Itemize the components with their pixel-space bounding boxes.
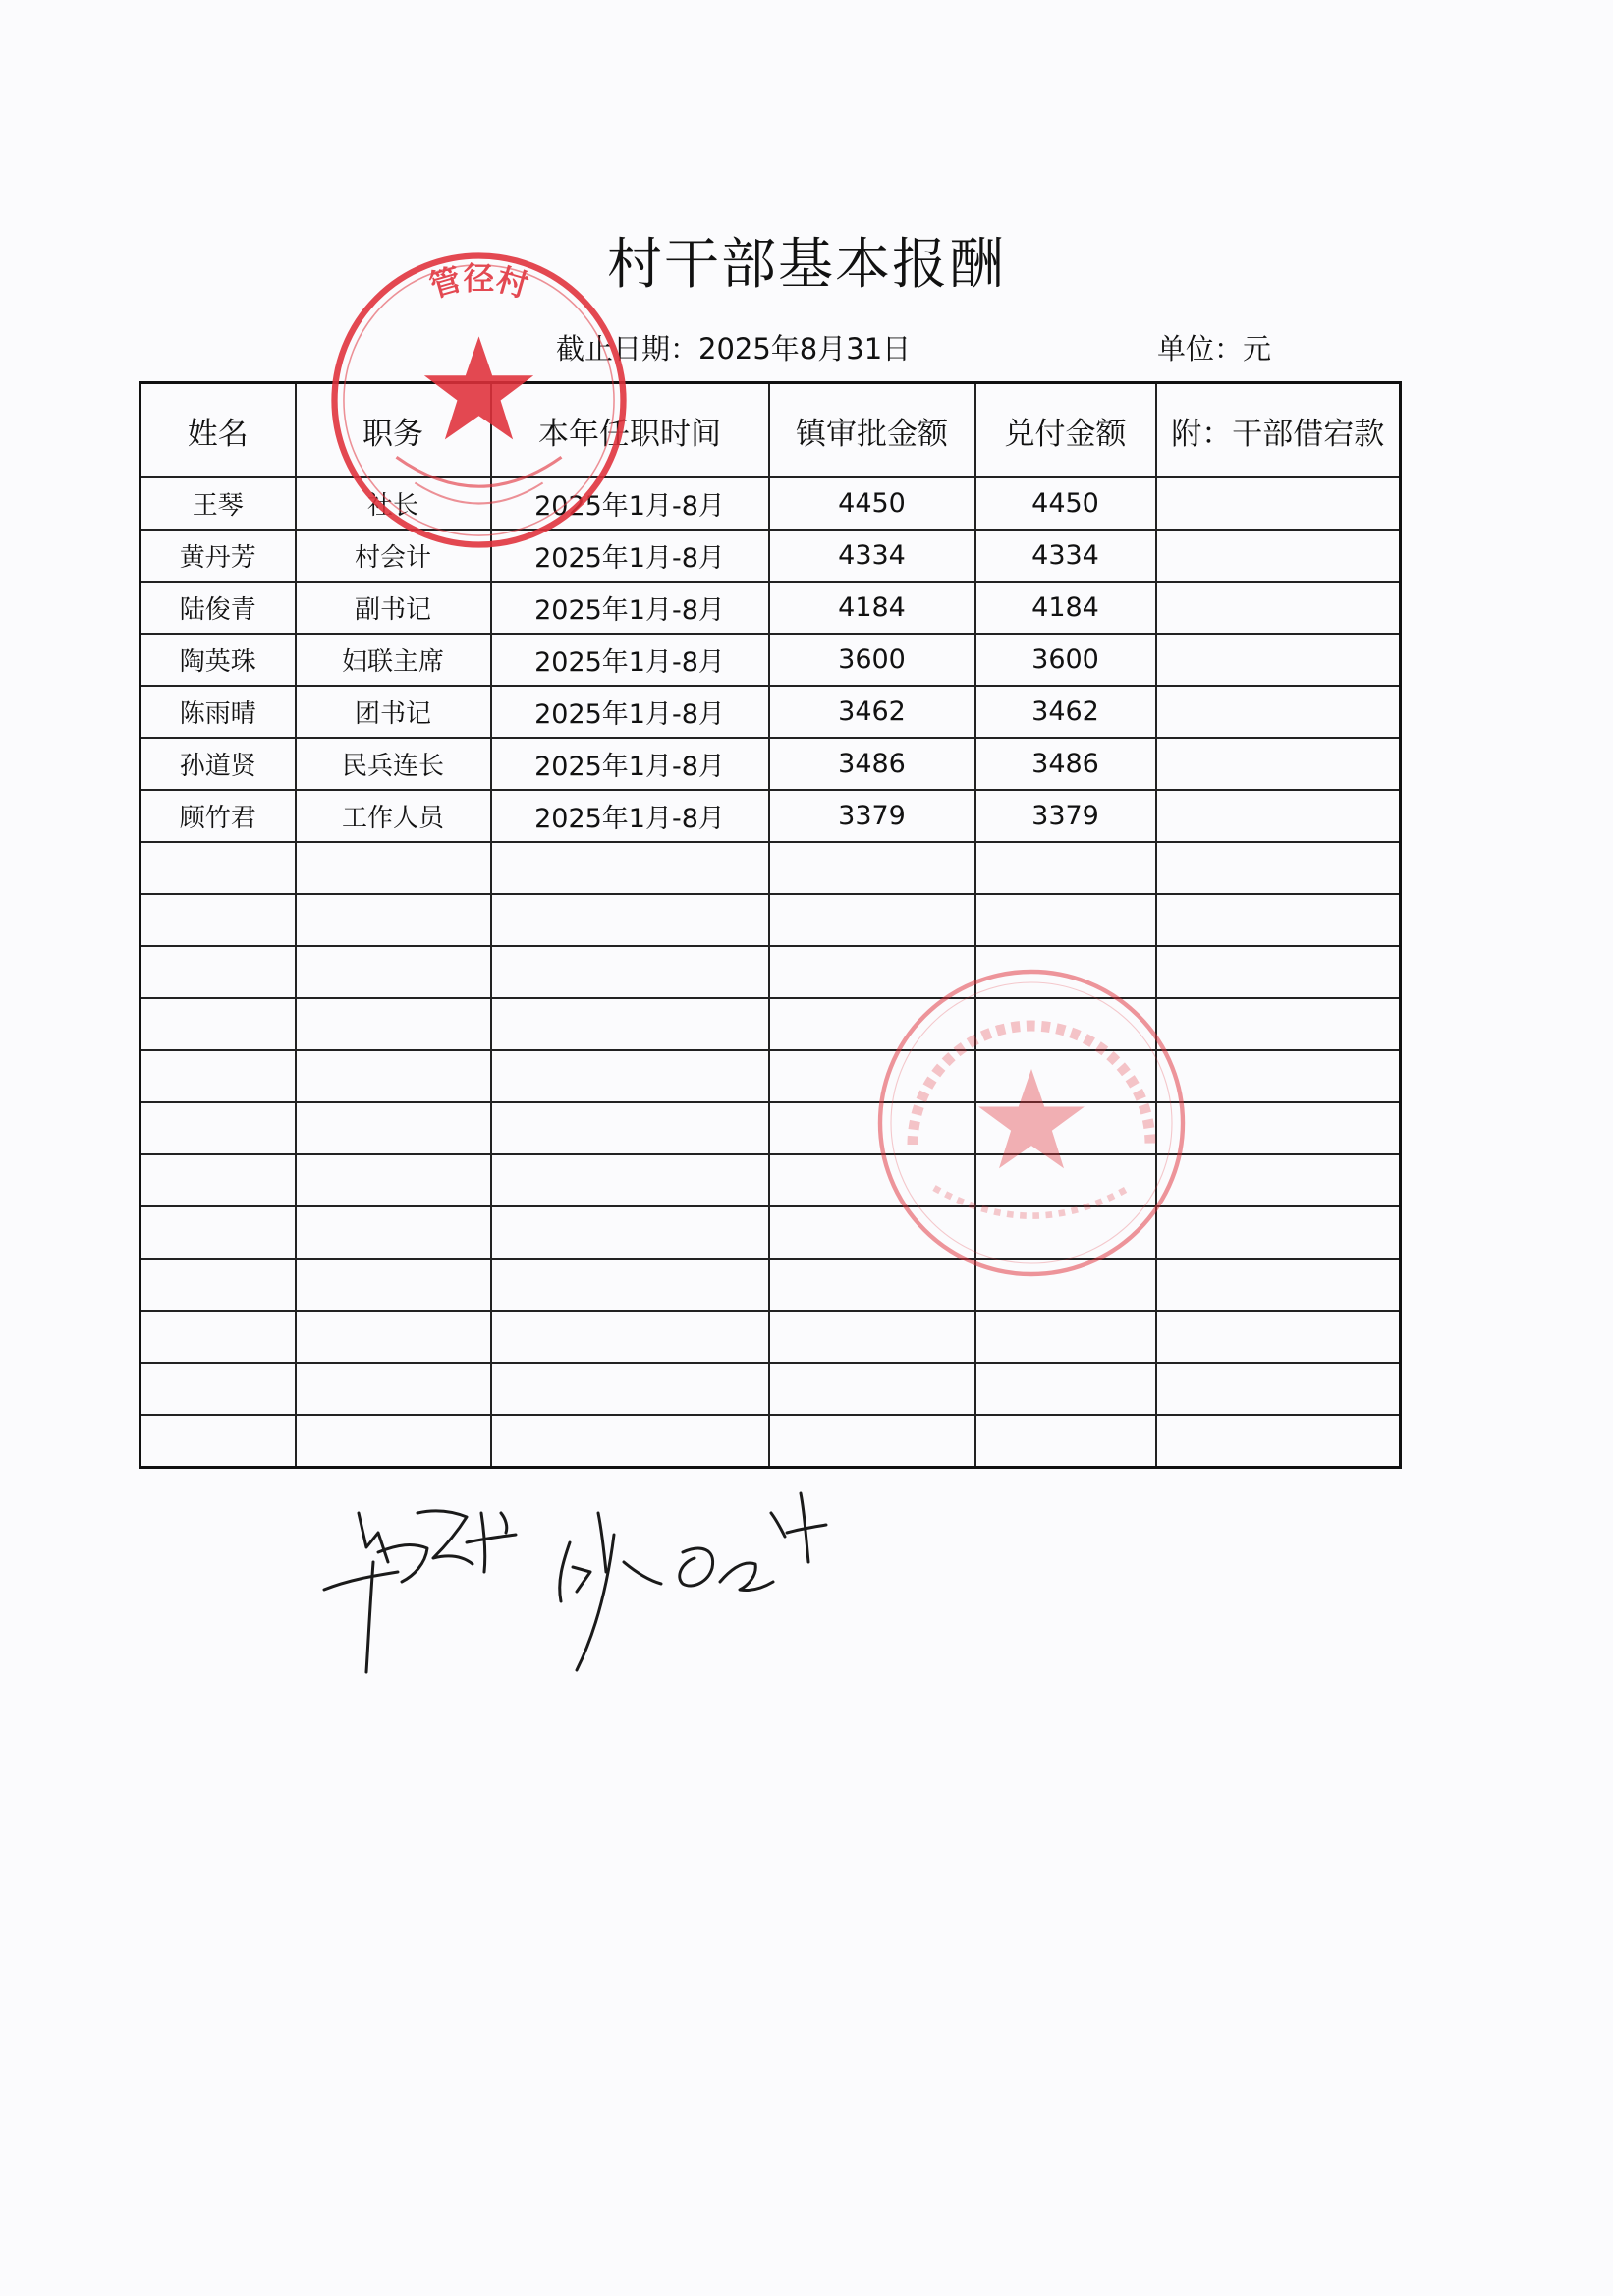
cell-term: 2025年1月-8月 (491, 686, 769, 738)
empty-cell (975, 1363, 1156, 1415)
empty-table-row (140, 1311, 1401, 1363)
header-approved-amount: 镇审批金额 (769, 383, 975, 478)
empty-cell (769, 894, 975, 946)
cell-approved-amount: 3600 (769, 634, 975, 686)
header-loan-note: 附：干部借宕款 (1156, 383, 1401, 478)
empty-cell (491, 946, 769, 998)
empty-cell (491, 998, 769, 1050)
empty-cell (769, 998, 975, 1050)
empty-cell (769, 1050, 975, 1102)
empty-cell (975, 1259, 1156, 1311)
empty-cell (296, 1102, 491, 1154)
empty-cell (296, 842, 491, 894)
cell-name: 黄丹芳 (140, 530, 296, 582)
cell-position: 社长 (296, 477, 491, 530)
cell-position: 民兵连长 (296, 738, 491, 790)
empty-cell (975, 1311, 1156, 1363)
cell-position: 团书记 (296, 686, 491, 738)
empty-cell (140, 1102, 296, 1154)
empty-cell (769, 1363, 975, 1415)
empty-cell (1156, 1050, 1401, 1102)
empty-table-row (140, 998, 1401, 1050)
cell-position: 村会计 (296, 530, 491, 582)
empty-cell (140, 1050, 296, 1102)
empty-cell (140, 1206, 296, 1259)
empty-cell (1156, 1102, 1401, 1154)
empty-cell (1156, 1259, 1401, 1311)
cell-name: 顾竹君 (140, 790, 296, 842)
cell-paid-amount: 4450 (975, 477, 1156, 530)
cell-name: 陈雨晴 (140, 686, 296, 738)
table-header-row (140, 383, 1401, 478)
cell-approved-amount: 3486 (769, 738, 975, 790)
empty-cell (140, 1363, 296, 1415)
empty-cell (296, 1311, 491, 1363)
table-row (140, 530, 1401, 582)
empty-cell (491, 842, 769, 894)
cell-position: 副书记 (296, 582, 491, 634)
empty-cell (975, 894, 1156, 946)
empty-table-row (140, 1363, 1401, 1415)
cell-approved-amount: 4450 (769, 477, 975, 530)
cell-loan-note (1156, 477, 1401, 530)
empty-cell (1156, 1206, 1401, 1259)
empty-cell (296, 894, 491, 946)
svg-text:管径村: 管径村 (425, 259, 532, 306)
compensation-table (139, 381, 1402, 1469)
empty-cell (769, 1311, 975, 1363)
cell-loan-note (1156, 634, 1401, 686)
empty-cell (140, 1311, 296, 1363)
cell-position: 工作人员 (296, 790, 491, 842)
cell-name: 陶英珠 (140, 634, 296, 686)
cell-term: 2025年1月-8月 (491, 582, 769, 634)
empty-cell (769, 1259, 975, 1311)
empty-cell (491, 1206, 769, 1259)
empty-cell (491, 1050, 769, 1102)
empty-cell (1156, 1311, 1401, 1363)
empty-table-row (140, 946, 1401, 998)
empty-cell (1156, 1154, 1401, 1206)
handwritten-signature (319, 1474, 830, 1700)
empty-cell (296, 998, 491, 1050)
table-row (140, 686, 1401, 738)
table-row (140, 738, 1401, 790)
empty-cell (296, 1415, 491, 1468)
cell-loan-note (1156, 790, 1401, 842)
empty-cell (975, 1102, 1156, 1154)
cell-loan-note (1156, 738, 1401, 790)
cell-paid-amount: 3379 (975, 790, 1156, 842)
table-row (140, 582, 1401, 634)
cell-term: 2025年1月-8月 (491, 634, 769, 686)
header-position: 职务 (296, 383, 491, 478)
header-paid-amount: 兑付金额 (975, 383, 1156, 478)
empty-cell (975, 1154, 1156, 1206)
cell-term: 2025年1月-8月 (491, 790, 769, 842)
empty-cell (769, 1102, 975, 1154)
cell-approved-amount: 3462 (769, 686, 975, 738)
empty-table-row (140, 1102, 1401, 1154)
table-row (140, 634, 1401, 686)
empty-cell (1156, 894, 1401, 946)
empty-cell (140, 1259, 296, 1311)
header-name: 姓名 (140, 383, 296, 478)
empty-cell (296, 1363, 491, 1415)
empty-cell (140, 998, 296, 1050)
empty-cell (296, 1154, 491, 1206)
empty-cell (975, 1050, 1156, 1102)
empty-cell (769, 1154, 975, 1206)
empty-cell (1156, 998, 1401, 1050)
cell-paid-amount: 3462 (975, 686, 1156, 738)
cell-loan-note (1156, 582, 1401, 634)
empty-cell (296, 1206, 491, 1259)
empty-cell (1156, 1415, 1401, 1468)
empty-cell (140, 894, 296, 946)
empty-table-row (140, 842, 1401, 894)
empty-cell (1156, 842, 1401, 894)
cell-name: 陆俊青 (140, 582, 296, 634)
empty-cell (491, 1102, 769, 1154)
empty-table-row (140, 1050, 1401, 1102)
empty-cell (140, 842, 296, 894)
empty-cell (491, 1311, 769, 1363)
empty-cell (769, 1206, 975, 1259)
empty-cell (1156, 946, 1401, 998)
empty-cell (769, 946, 975, 998)
empty-cell (491, 1259, 769, 1311)
cell-paid-amount: 3486 (975, 738, 1156, 790)
empty-cell (491, 894, 769, 946)
empty-cell (140, 946, 296, 998)
cell-loan-note (1156, 686, 1401, 738)
cell-term: 2025年1月-8月 (491, 738, 769, 790)
cell-paid-amount: 3600 (975, 634, 1156, 686)
empty-cell (975, 1206, 1156, 1259)
empty-cell (140, 1154, 296, 1206)
empty-table-row (140, 1206, 1401, 1259)
cell-paid-amount: 4334 (975, 530, 1156, 582)
empty-cell (769, 842, 975, 894)
cell-approved-amount: 4334 (769, 530, 975, 582)
empty-cell (296, 1050, 491, 1102)
cell-term: 2025年1月-8月 (491, 477, 769, 530)
empty-cell (1156, 1363, 1401, 1415)
empty-table-row (140, 1154, 1401, 1206)
empty-table-row (140, 1415, 1401, 1468)
cell-name: 王琴 (140, 477, 296, 530)
cell-loan-note (1156, 530, 1401, 582)
empty-cell (491, 1363, 769, 1415)
table-row (140, 477, 1401, 530)
cell-name: 孙道贤 (140, 738, 296, 790)
cell-paid-amount: 4184 (975, 582, 1156, 634)
empty-cell (975, 946, 1156, 998)
empty-cell (491, 1415, 769, 1468)
table-body (140, 477, 1401, 1468)
currency-unit: 单位：元 (1157, 332, 1272, 365)
table-row (140, 790, 1401, 842)
cutoff-date: 截止日期：2025年8月31日 (556, 332, 912, 365)
cell-approved-amount: 4184 (769, 582, 975, 634)
cell-term: 2025年1月-8月 (491, 530, 769, 582)
empty-cell (140, 1415, 296, 1468)
empty-cell (491, 1154, 769, 1206)
empty-table-row (140, 894, 1401, 946)
cell-approved-amount: 3379 (769, 790, 975, 842)
empty-table-row (140, 1259, 1401, 1311)
empty-cell (296, 1259, 491, 1311)
document-title: 村干部基本报酬 (607, 233, 1006, 297)
cell-position: 妇联主席 (296, 634, 491, 686)
empty-cell (975, 1415, 1156, 1468)
header-term: 本年任职时间 (491, 383, 769, 478)
empty-cell (975, 842, 1156, 894)
empty-cell (975, 998, 1156, 1050)
empty-cell (769, 1415, 975, 1468)
empty-cell (296, 946, 491, 998)
